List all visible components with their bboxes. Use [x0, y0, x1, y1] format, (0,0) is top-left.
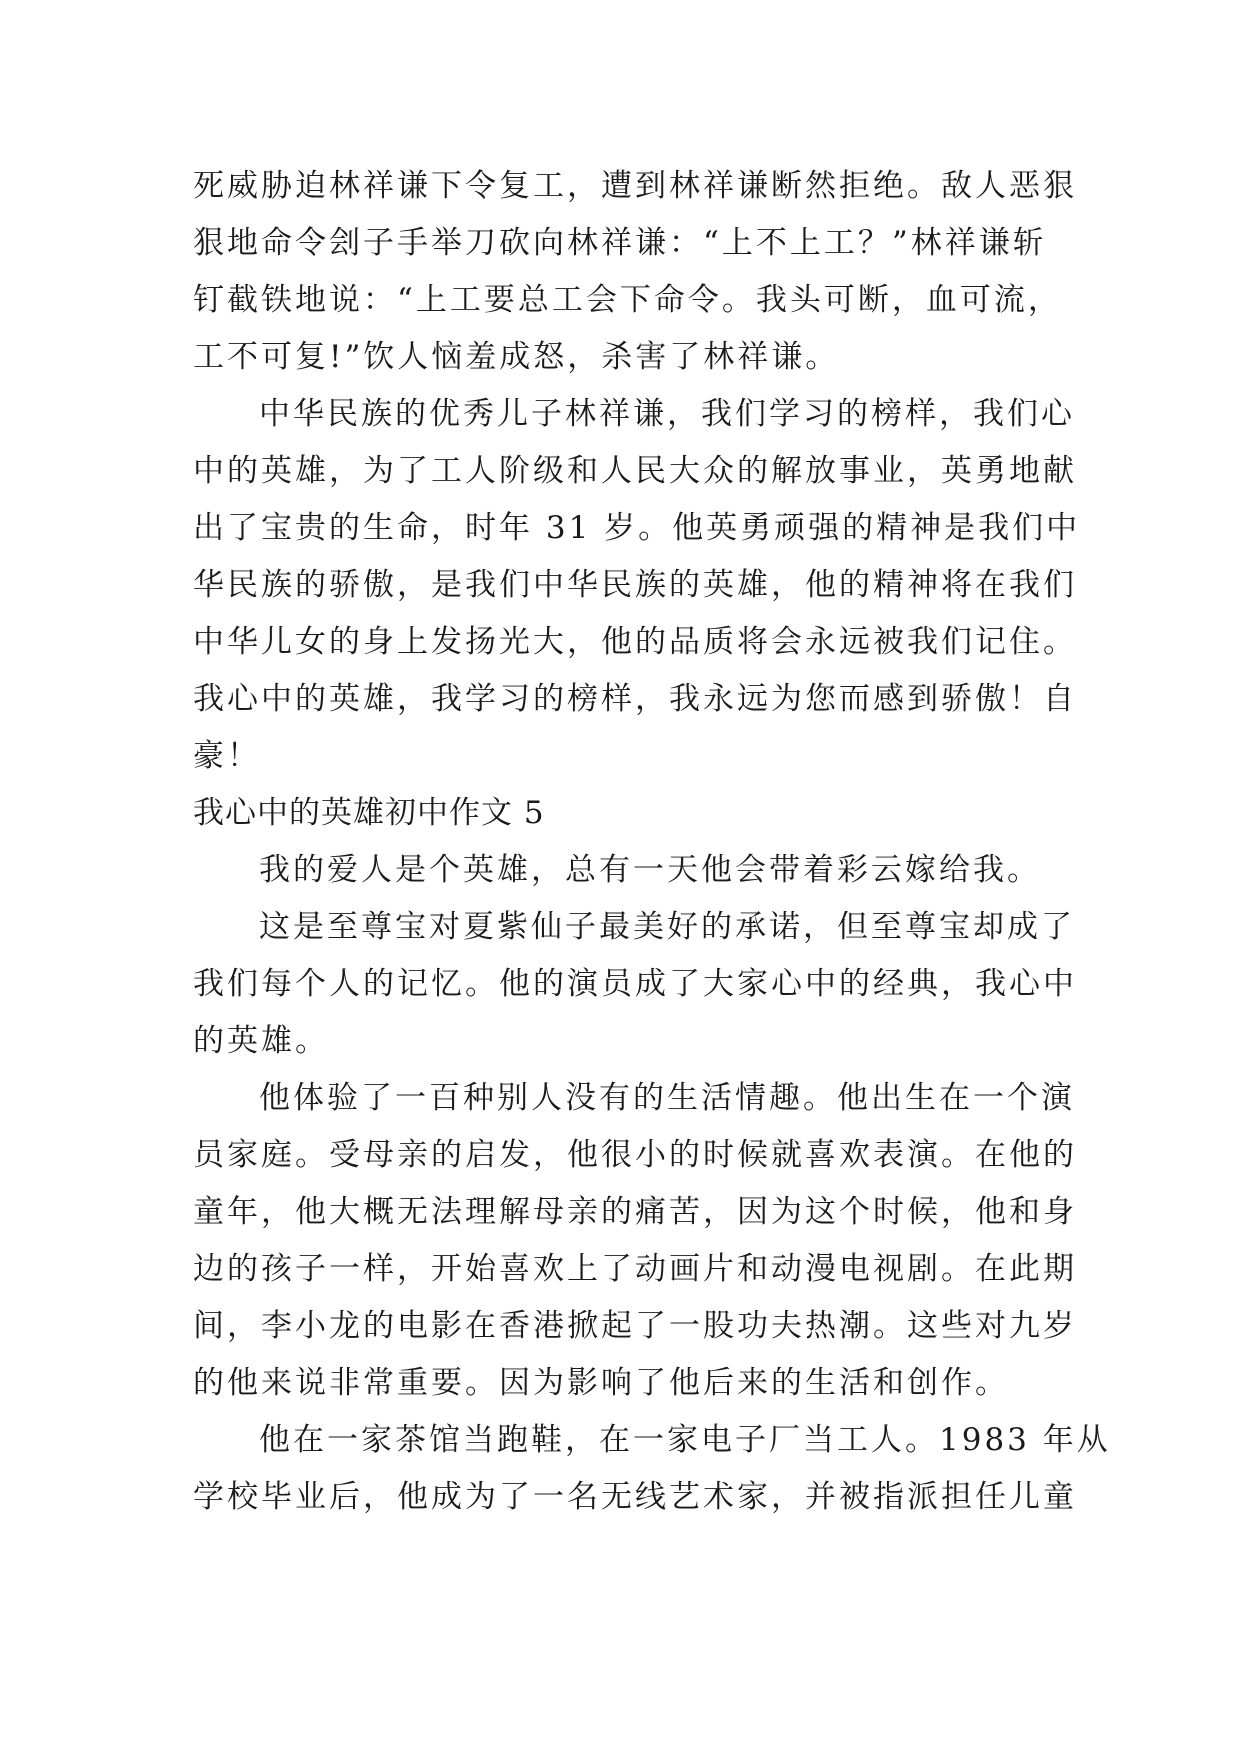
text-line: 间，李小龙的电影在香港掀起了一股功夫热潮。这些对九岁	[193, 1308, 1077, 1344]
paragraph-start-line: 他体验了一百种别人没有的生活情趣。他出生在一个演	[259, 1080, 1075, 1116]
text-line: 员家庭。受母亲的启发，他很小的时候就喜欢表演。在他的	[193, 1137, 1077, 1173]
paragraph-start-line: 他在一家茶馆当跑鞋，在一家电子厂当工人。1983 年从	[259, 1422, 1111, 1458]
paragraph-start-line: 我的爱人是个英雄，总有一天他会带着彩云嫁给我。	[259, 852, 1041, 888]
document-body	[193, 158, 1111, 1526]
text-line: 中华儿女的身上发扬光大，他的品质将会永远被我们记住。	[193, 624, 1077, 660]
text-line: 的英雄。	[193, 1023, 329, 1059]
text-line: 狠地命令刽子手举刀砍向林祥谦：“上不上工？”林祥谦斩	[193, 225, 1047, 261]
text-line: 华民族的骄傲，是我们中华民族的英雄，他的精神将在我们	[193, 567, 1077, 603]
text-line: 钉截铁地说：“上工要总工会下命令。我头可断，血可流，	[193, 282, 1062, 318]
text-line: 出了宝贵的生命，时年 31 岁。他英勇顽强的精神是我们中	[193, 510, 1081, 546]
text-line: 中的英雄，为了工人阶级和人民大众的解放事业，英勇地献	[193, 453, 1077, 489]
text-line: 童年，他大概无法理解母亲的痛苦，因为这个时候，他和身	[193, 1194, 1077, 1230]
text-line: 死威胁迫林祥谦下令复工，遭到林祥谦断然拒绝。敌人恶狠	[193, 168, 1077, 204]
text-line: 我心中的英雄，我学习的榜样，我永远为您而感到骄傲！自	[193, 681, 1077, 717]
text-line: 的他来说非常重要。因为影响了他后来的生活和创作。	[193, 1365, 1009, 1401]
paragraph-start-line: 这是至尊宝对夏紫仙子最美好的承诺，但至尊宝却成了	[259, 909, 1075, 945]
text-line: 边的孩子一样，开始喜欢上了动画片和动漫电视剧。在此期	[193, 1251, 1077, 1287]
text-line: 学校毕业后，他成为了一名无线艺术家，并被指派担任儿童	[193, 1479, 1077, 1515]
text-line: 豪！	[193, 738, 261, 774]
text-line: 工不可复!”饮人恼羞成怒，杀害了林祥谦。	[193, 339, 840, 375]
paragraph-start-line: 中华民族的优秀儿子林祥谦，我们学习的榜样，我们心	[259, 396, 1075, 432]
text-line: 我们每个人的记忆。他的演员成了大家心中的经典，我心中	[193, 966, 1077, 1002]
section-heading: 我心中的英雄初中作文 5	[193, 795, 545, 831]
